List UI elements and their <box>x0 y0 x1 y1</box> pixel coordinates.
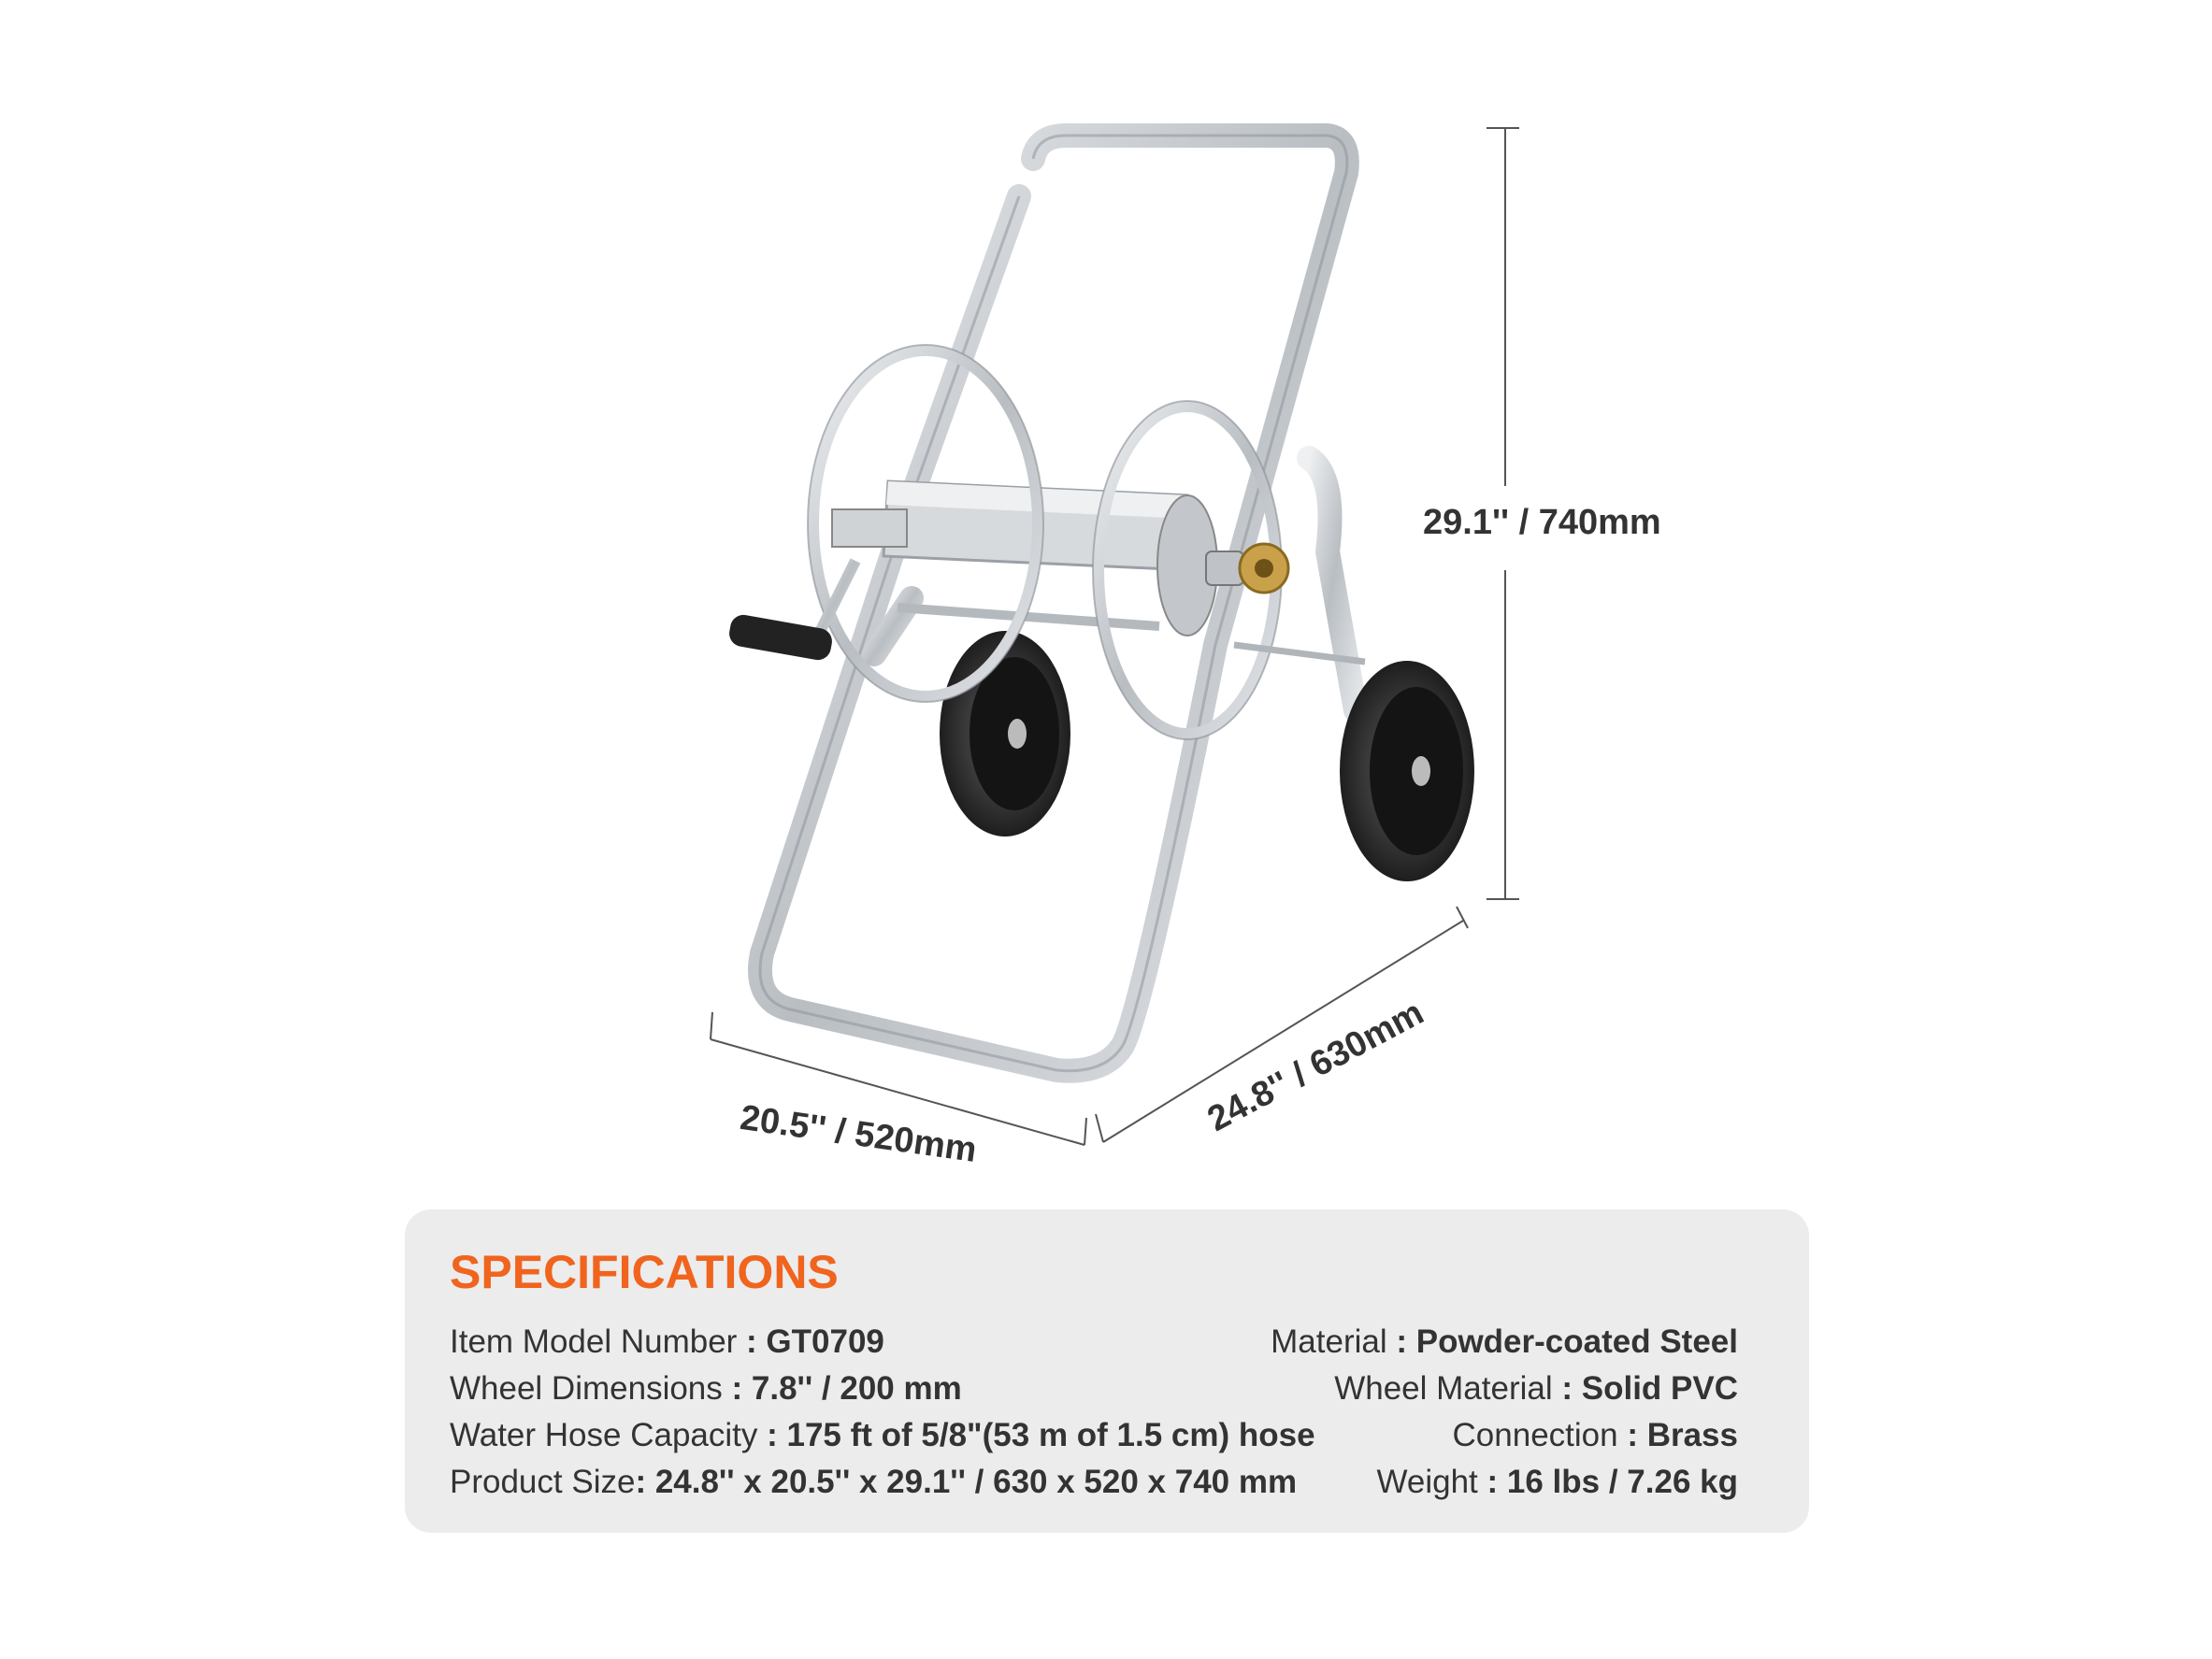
spec-material <box>1271 1323 1738 1361</box>
width-dimension-label: 20.5'' / 520mm <box>738 1098 980 1171</box>
specifications-panel <box>405 1209 1809 1533</box>
spec-item-model-number <box>450 1323 884 1361</box>
spec-key: Connection <box>1452 1417 1618 1453</box>
left-wheel <box>940 631 1070 837</box>
spec-key: Material <box>1271 1323 1387 1360</box>
spec-connection <box>1453 1417 1738 1454</box>
spec-value: : Powder-coated Steel <box>1386 1323 1738 1360</box>
spec-value: : 175 ft of 5/8"(53 m of 1.5 cm) hose <box>757 1417 1315 1453</box>
brass-connector <box>1206 544 1288 593</box>
spec-product-size <box>450 1464 1297 1501</box>
spec-value: : Solid PVC <box>1552 1370 1738 1407</box>
spec-wheel-dimensions <box>450 1370 962 1408</box>
spec-value: : Brass <box>1617 1417 1738 1453</box>
spec-key: Water Hose Capacity <box>450 1417 758 1453</box>
spec-value: : 24.8'' x 20.5'' x 29.1'' / 630 x 520 x 740 mm <box>635 1464 1298 1500</box>
spec-key: Product Size <box>450 1464 636 1500</box>
spec-value: : GT0709 <box>737 1323 884 1360</box>
specifications-title: SPECIFICATIONS <box>450 1246 839 1298</box>
frame-outline <box>760 136 1347 1071</box>
spec-value: : 7.8'' / 200 mm <box>722 1370 962 1407</box>
spec-water-hose-capacity <box>450 1417 1315 1454</box>
spec-key: Wheel Dimensions <box>450 1370 723 1407</box>
height-dimension-label: 29.1'' / 740mm <box>1423 503 1661 542</box>
crank-handle <box>727 561 855 662</box>
steel-frame <box>760 136 1356 1071</box>
spec-wheel-material <box>1334 1370 1738 1408</box>
spec-weight <box>1376 1464 1738 1501</box>
depth-dimension-label: 24.8'' / 630mm <box>1201 993 1430 1140</box>
spec-key: Weight <box>1376 1464 1478 1500</box>
spec-key: Wheel Material <box>1334 1370 1553 1407</box>
right-wheel <box>1340 661 1474 881</box>
spec-key: Item Model Number <box>450 1323 738 1360</box>
spec-value: : 16 lbs / 7.26 kg <box>1477 1464 1738 1500</box>
